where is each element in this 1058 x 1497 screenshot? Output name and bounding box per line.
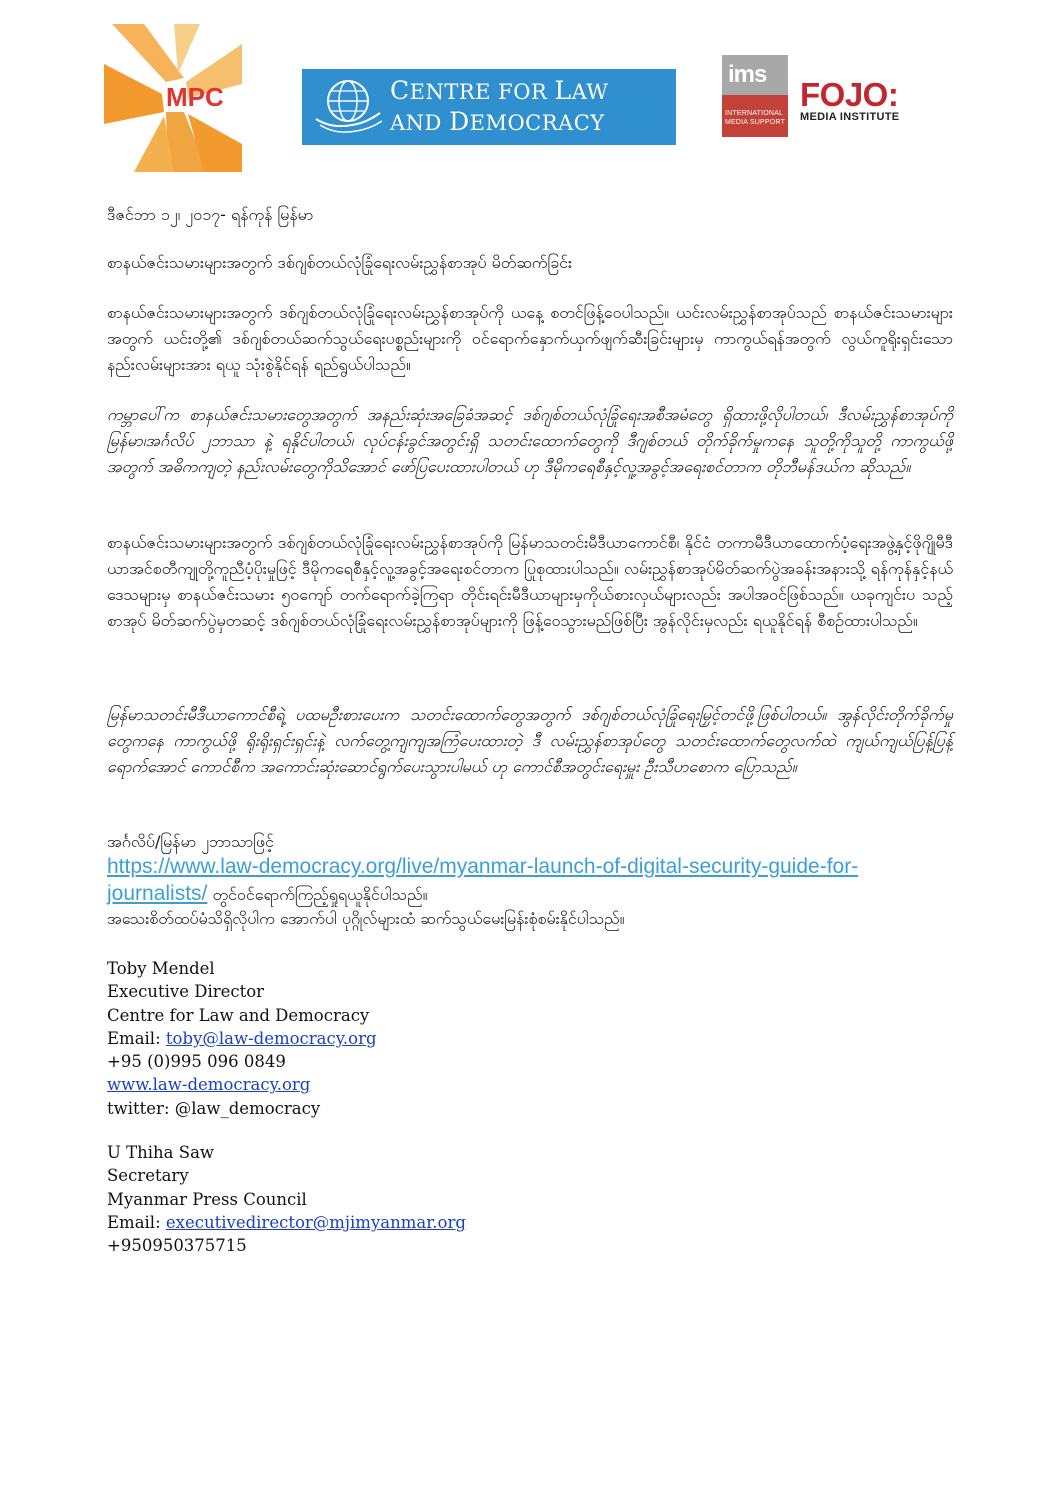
mpc-logo bbox=[104, 24, 242, 172]
mpc-star-icon bbox=[104, 24, 242, 172]
source-label: အင်္ဂလိပ်/မြန်မာ ၂ဘာသာဖြင့် bbox=[107, 832, 274, 851]
globe-in-hand-icon bbox=[302, 69, 386, 145]
email-link[interactable]: executivedirector@mjimyanmar.org bbox=[165, 1212, 466, 1232]
fojo-logo-subtitle: MEDIA INSTITUTE bbox=[800, 111, 900, 123]
cld-letter: L bbox=[554, 76, 572, 105]
fojo-logo-name: FOJO: bbox=[800, 76, 899, 113]
release-date: ဒီဇင်ဘာ ၁၂၊ ၂၀၁၇- ရန်ကုန် မြန်မာ bbox=[107, 205, 314, 224]
contact-organization: Centre for Law and Democracy bbox=[107, 1005, 370, 1025]
email-label: Email: bbox=[107, 1212, 166, 1232]
cld-logo bbox=[302, 69, 676, 145]
contact-twitter: twitter: @law_democracy bbox=[107, 1098, 321, 1118]
quote-paragraph: ကမ္ဘာပေါ်က စာနယ်ဇင်းသမားတွေအတွက် အနည်းဆုံးအခြေခံအဆင့် ဒစ်ဂျစ်တယ်လုံခြုံရေးအစီအမံတွေ ရှိထားဖို့လိုပါတယ်၊ ဒီလမ်းညွှန်စာအုပ်ကို မြန်မာ၊အင်္ဂလိပ် ၂ဘာသာ နဲ့ ရနိုင်ပါတယ်၊ လုပ်ငန်းခွင်အတွင်းရှိ သတင်းထောက်တွေကို ဒီဂျစ်တယ် တိုက်ခိုက်မှုကနေ သူတို့ကိုသူတို့ ကာကွယ်ဖို့အတွက် အဓိကကျတဲ့ နည်းလမ်းတွေကိုသိအောင် ဖော်ပြပေးထားပါတယ် ဟု ဒီမိုကရေစီနှင့်လူ့အခွင့်အရေးစင်တာက တိုဘီမန်ဒယ်က ဆိုသည်။ bbox=[107, 405, 953, 476]
contact-email-row bbox=[107, 1211, 607, 1234]
cld-logo-text bbox=[390, 76, 608, 138]
paragraph: စာနယ်ဇင်းသမားများအတွက် ဒစ်ဂျစ်တယ်လုံခြုံရေးလမ်းညွှန်စာအုပ်ကို ယနေ့ စတင်ဖြန့်ဝေပါသည်။ ယင်းလမ်းညွှန်စာအုပ်သည် စာနယ်ဇင်းသမားများအတွက် ယင်းတို့၏ ဒစ်ဂျစ်တယ်ဆက်သွယ်ရေးပစ္စည်းများကို ဝင်ရောက်နှောက်ယှက်ဖျက်ဆီးခြင်းများမှ ကာကွယ်ရန်အတွက် လွယ်ကူရိုးရှင်းသောနည်းလမ်းများအား ရယူ သုံးစွဲနိုင်ရန် ရည်ရွယ်ပါသည်။ bbox=[107, 303, 953, 374]
cld-word: ENTRE FOR bbox=[409, 80, 555, 104]
guide-link[interactable]: https://www.law-democracy.org/live/myanmar-launch-of-digital-security-guide-for- bbox=[107, 855, 859, 878]
contact-intro: အသေးစိတ်ထပ်မံသိရှိလိုပါက အောက်ပါ ပုဂ္ဂိုလ်များထံ ဆက်သွယ်မေးမြန်းစုံစမ်းနိုင်ပါသည်။ bbox=[107, 909, 625, 928]
cld-word: AND bbox=[390, 111, 450, 135]
mpc-logo-text: MPC bbox=[166, 82, 224, 112]
ims-logo-top bbox=[722, 55, 788, 95]
contact-email-row bbox=[107, 1027, 607, 1050]
ims-logo-subtitle: INTERNATIONAL MEDIA SUPPORT bbox=[722, 95, 788, 137]
contact-phone: +950950375715 bbox=[107, 1236, 247, 1256]
contact-name: U Thiha Saw bbox=[107, 1143, 215, 1162]
cld-word: EMOCRACY bbox=[469, 111, 605, 135]
guide-link-suffix: တွင်ဝင်ရောက်ကြည့်ရှုရယူနိုင်ပါသည်။ bbox=[207, 885, 428, 904]
contact-title: Executive Director bbox=[107, 982, 265, 1002]
ims-logo-text: ims bbox=[728, 61, 767, 88]
guide-link-continued[interactable]: journalists/ bbox=[107, 882, 208, 905]
cld-word: AW bbox=[571, 80, 609, 104]
contact-name: Toby Mendel bbox=[107, 959, 215, 978]
contact-block-mpc bbox=[107, 1141, 607, 1257]
fojo-logo bbox=[800, 76, 910, 123]
contact-phone: +95 (0)995 096 0849 bbox=[107, 1052, 286, 1072]
quote-paragraph: မြန်မာသတင်းမီဒီယာကောင်စီရဲ့ ပထမဦးစားပေးက သတင်းထောက်တွေအတွက် ဒစ်ဂျစ်တယ်လုံခြုံရေးမြှင့်တင်ဖို့ဖြစ်ပါတယ်။ အွန်လိုင်းတိုက်ခိုက်မှုတွေကနေ ကာကွယ်ဖို့ ရိုးရိုးရှင်းရှင်းနဲ့ လက်တွေ့ကျကျအကြံပေးထားတဲ့ ဒီ လမ်းညွှန်စာအုပ်တွေ သတင်းထောက်တွေလက်ထဲ ကျယ်ကျယ်ပြန့်ပြန့် ရောက်အောင် ကောင်စီက အကောင်းဆုံးဆောင်ရွက်ပေးသွားပါမယ် ဟု ကောင်စီအတွင်းရေးမှူး ဦးသီဟစောက ပြောသည်။ bbox=[107, 705, 953, 776]
contact-organization: Myanmar Press Council bbox=[107, 1189, 307, 1209]
contact-title: Secretary bbox=[107, 1166, 189, 1186]
cld-letter: C bbox=[390, 76, 410, 105]
email-label: Email: bbox=[107, 1028, 166, 1048]
contact-block-cld bbox=[107, 957, 607, 1120]
guide-link-line bbox=[107, 854, 953, 908]
ims-logo bbox=[722, 55, 788, 137]
cld-letter: D bbox=[449, 107, 470, 136]
paragraph: စာနယ်ဇင်းသမားများအတွက် ဒစ်ဂျစ်တယ်လုံခြုံရေးလမ်းညွှန်စာအုပ်ကို မြန်မာသတင်းမီဒီယာကောင်စီ၊ နိုင်ငံ တကာမီဒီယာထောက်ပံ့ရေးအဖွဲ့နှင့်ဖိုဂျိုမီဒီယာအင်စတီကျုတို့ကူညီပံ့ပိုးမှုဖြင့် ဒီမိုကရေစီနှင့်လူ့အခွင့်အရေးစင်တာက ပြုစုထားပါသည်။ လမ်းညွှန်စာအုပ်မိတ်ဆက်ပွဲအခန်းအနားသို့ ရန်ကုန်နှင့်နယ်ဒေသများမှ စာနယ်ဇင်းသမား ၅၀ကျော် တက်ရောက်ခဲ့ကြရာ တိုင်းရင်းမီဒီယာများမှကိုယ်စားလှယ်များလည်း အပါအဝင်ဖြစ်သည်။ ယခုကျင်းပ သည့်စာအုပ် မိတ်ဆက်ပွဲမှတဆင့် ဒစ်ဂျစ်တယ်လုံခြုံရေးလမ်းညွှန်စာအုပ်များကို ဖြန့်ဝေသွားမည်ဖြစ်ပြီး အွန်လိုင်းမှလည်း ရယူနိုင်ရန် စီစဉ်ထားပါသည်။ bbox=[107, 533, 953, 630]
website-link[interactable]: www.law-democracy.org bbox=[107, 1075, 311, 1095]
headline: စာနယ်ဇင်းသမားများအတွက် ဒစ်ဂျစ်တယ်လုံခြုံရေးလမ်းညွှန်စာအုပ် မိတ်ဆက်ခြင်း bbox=[107, 253, 573, 272]
email-link[interactable]: toby@law-democracy.org bbox=[165, 1028, 377, 1048]
